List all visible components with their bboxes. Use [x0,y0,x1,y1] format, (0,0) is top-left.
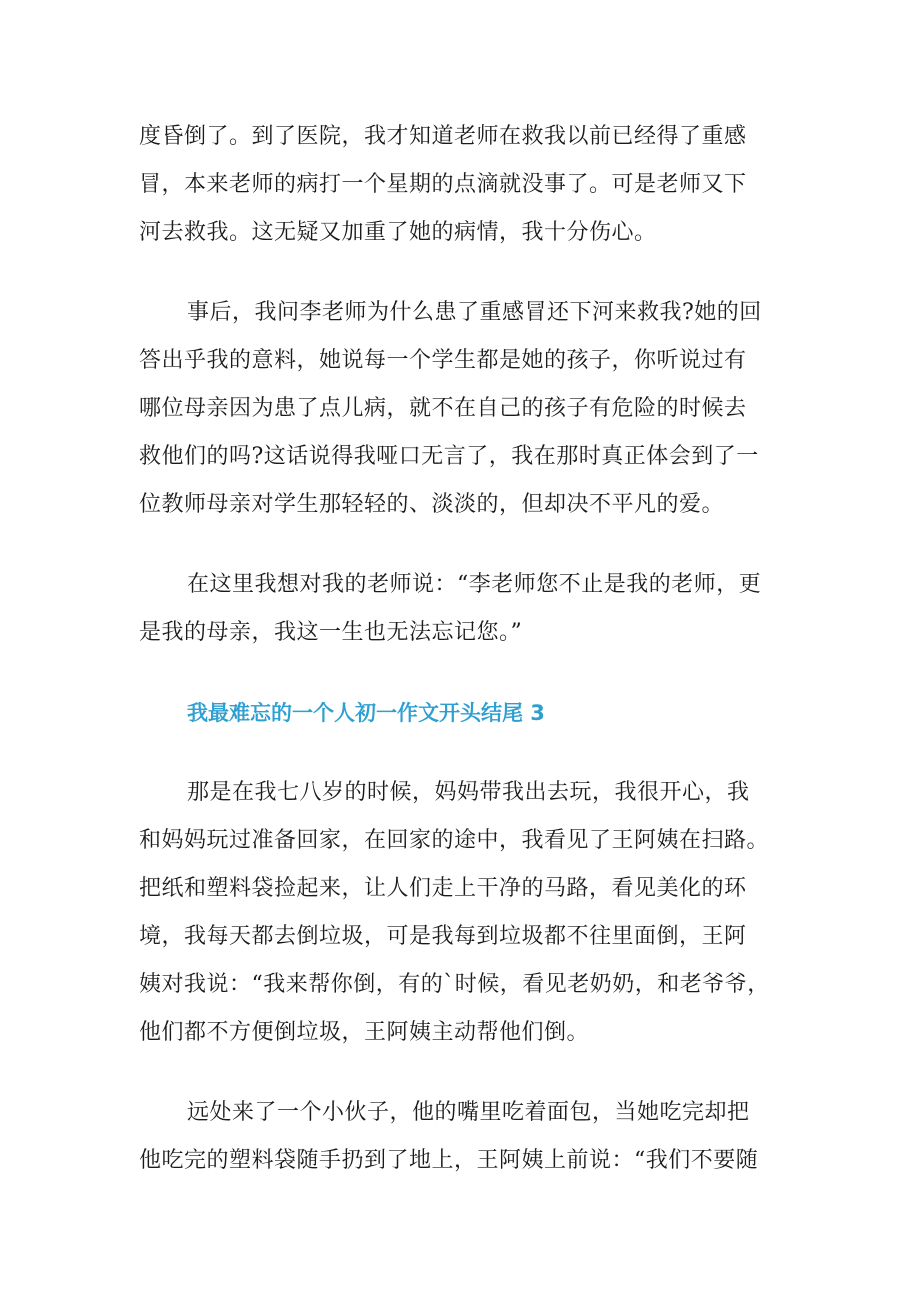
text-line: 远处来了一个小伙子，他的嘴里吃着面包，当她吃完却把 [187,1100,750,1125]
text-line: 度昏倒了。到了医院，我才知道老师在救我以前已经得了重感 [139,124,747,149]
paragraph-3 [139,561,781,657]
text-line: 那是在我七八岁的时候，妈妈带我出去玩，我很开心，我 [187,780,750,805]
text-line: 哪位母亲因为患了点儿病，就不在自己的孩子有危险的时候去 [139,396,747,421]
paragraph-4 [139,769,781,1057]
text-line: 他吃完的塑料袋随手扔到了地上，王阿姨上前说：“我们不要随 [139,1148,759,1173]
paragraph-gap [139,257,781,289]
text-line: 他们都不方便倒垃圾，王阿姨主动帮他们倒。 [139,1020,590,1045]
paragraph-1 [139,113,781,257]
text-line: 姨对我说：“我来帮你倒，有的`时候，看见老奶奶，和老爷爷， [139,972,770,997]
text-line: 和妈妈玩过准备回家，在回家的途中，我看见了王阿姨在扫路。 [139,828,770,853]
document-body [139,113,781,1185]
text-line: 是我的母亲，我这一生也无法忘记您。” [139,620,523,645]
text-line: 在这里我想对我的老师说：“李老师您不止是我的老师，更 [187,572,762,597]
paragraph-gap [139,1057,781,1089]
text-line: 答出乎我的意料，她说每一个学生都是她的孩子，你听说过有 [139,348,747,373]
text-line: 冒，本来老师的病打一个星期的点滴就没事了。可是老师又下 [139,172,747,197]
text-line: 事后，我问李老师为什么患了重感冒还下河来救我?她的回 [187,300,762,325]
text-line: 河去救我。这无疑又加重了她的病情，我十分伤心。 [139,220,657,245]
paragraph-gap [139,657,781,689]
text-line: 位教师母亲对学生那轻轻的、淡淡的，但却决不平凡的爱。 [139,492,725,517]
paragraph-2 [139,289,781,529]
text-line: 救他们的吗?这话说得我哑口无言了，我在那时真正体会到了一 [139,444,759,469]
text-line: 把纸和塑料袋捡起来，让人们走上干净的马路，看见美化的环 [139,876,747,901]
paragraph-gap [139,529,781,561]
paragraph-5 [139,1089,781,1185]
text-line: 境，我每天都去倒垃圾，可是我每到垃圾都不往里面倒，王阿 [139,924,747,949]
paragraph-gap [139,737,781,769]
section-heading: 我最难忘的一个人初一作文开头结尾 3 [187,701,545,725]
